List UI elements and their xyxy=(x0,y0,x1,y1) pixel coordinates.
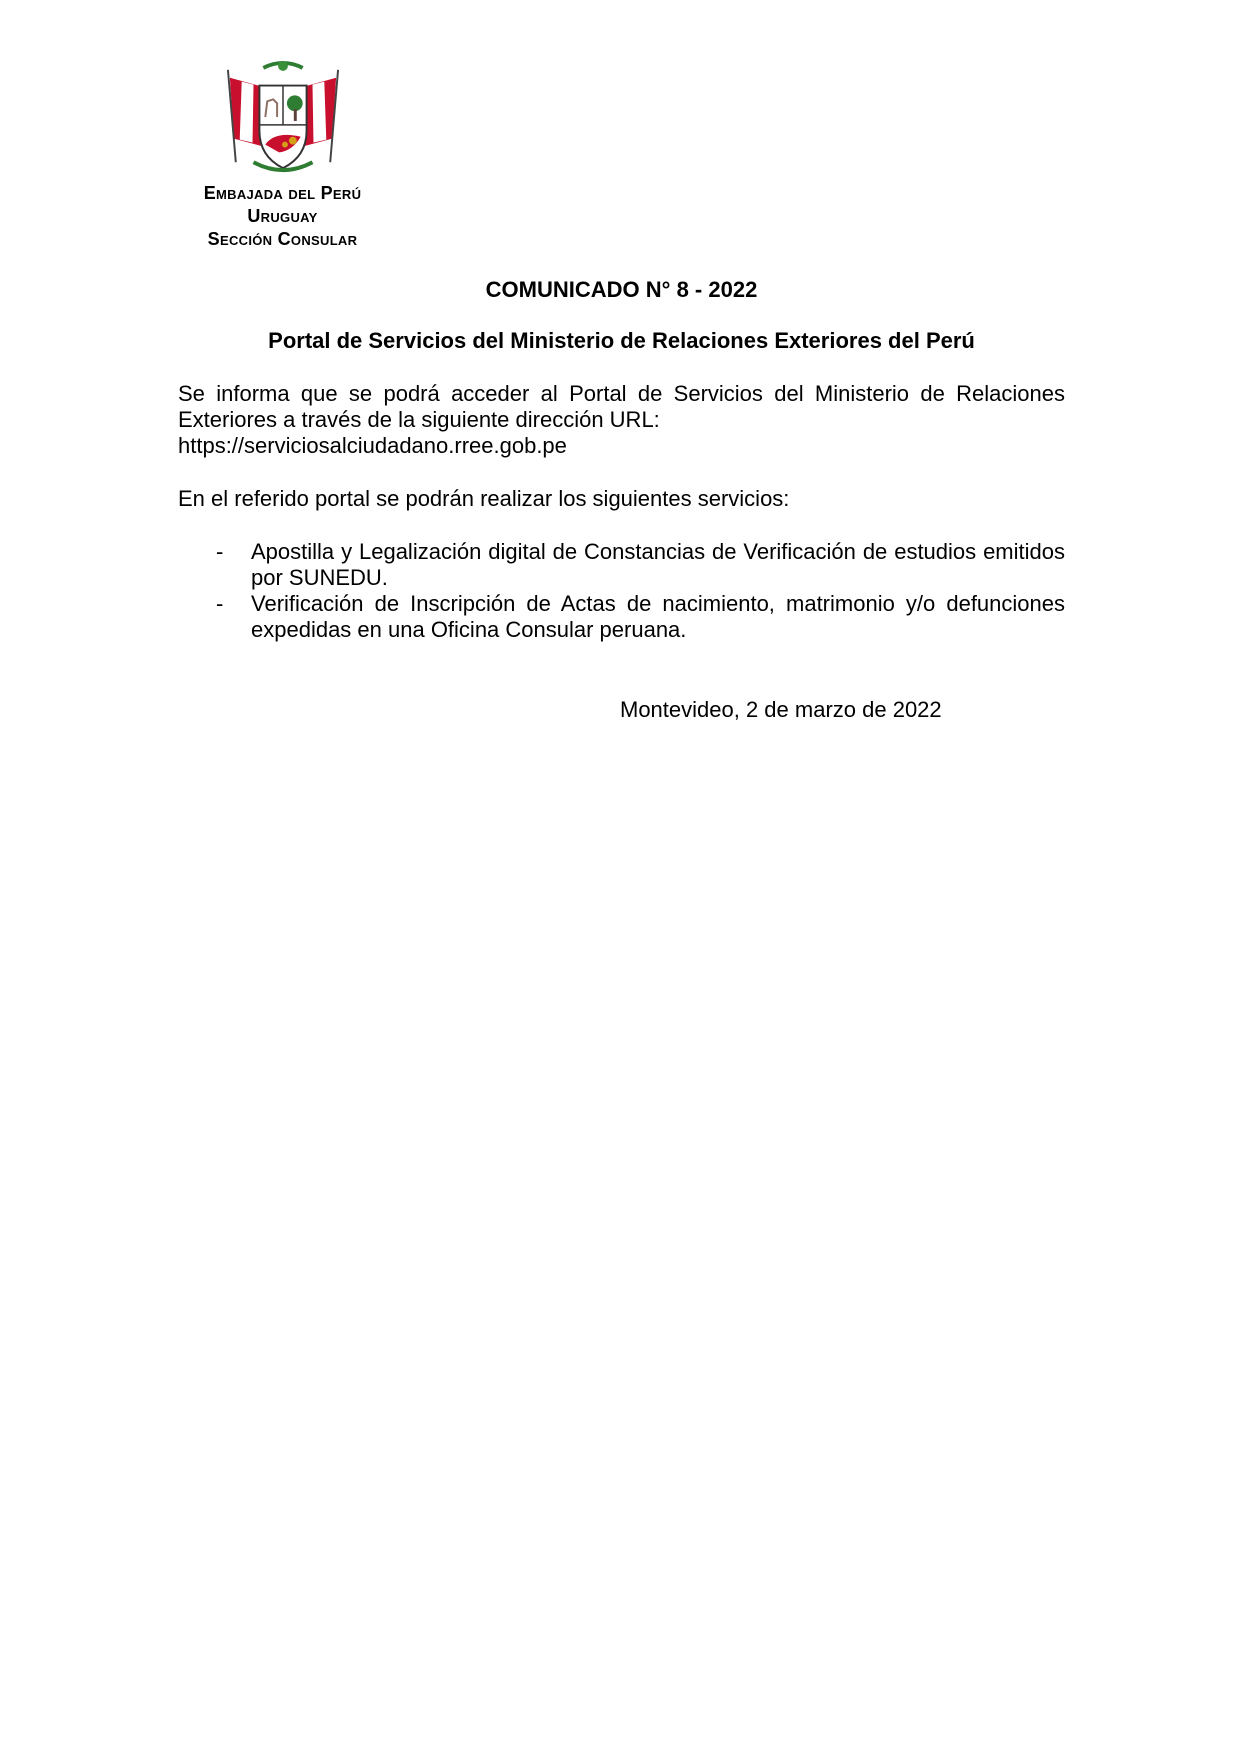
communique-subtitle: Portal de Servicios del Ministerio de Relaciones Exteriores del Perú xyxy=(268,328,975,353)
institution-name xyxy=(160,182,405,251)
intro-paragraph xyxy=(178,381,1065,459)
section-line: Sección Consular xyxy=(207,229,358,249)
intro-text: Se informa que se podrá acceder al Portal de Servicios del Ministerio de Relaciones Exteriores a través de la siguiente dirección URL: xyxy=(178,381,1065,432)
place-and-date: Montevideo, 2 de marzo de 2022 xyxy=(620,697,942,722)
portal-url-link[interactable]: https://serviciosalciudadano.rree.gob.pe xyxy=(178,433,567,458)
services-intro-paragraph: En el referido portal se podrán realizar los siguientes servicios: xyxy=(178,486,790,511)
country-line: Uruguay xyxy=(247,206,318,226)
embassy-line: Embajada del Perú xyxy=(203,183,362,203)
communique-title: COMUNICADO N° 8 - 2022 xyxy=(485,277,758,302)
list-item xyxy=(178,591,1065,643)
list-item xyxy=(178,539,1065,591)
bullet-dash: - xyxy=(216,591,224,616)
service-text: Apostilla y Legalización digital de Constancias de Verificación de estudios emitidos por SUNEDU. xyxy=(251,539,1065,590)
bullet-dash: - xyxy=(216,539,224,564)
services-list xyxy=(178,539,1065,643)
peru-coat-of-arms-icon xyxy=(224,60,342,178)
service-text: Verificación de Inscripción de Actas de nacimiento, matrimonio y/o defunciones expedidas en una Oficina Consular peruana. xyxy=(251,591,1065,642)
